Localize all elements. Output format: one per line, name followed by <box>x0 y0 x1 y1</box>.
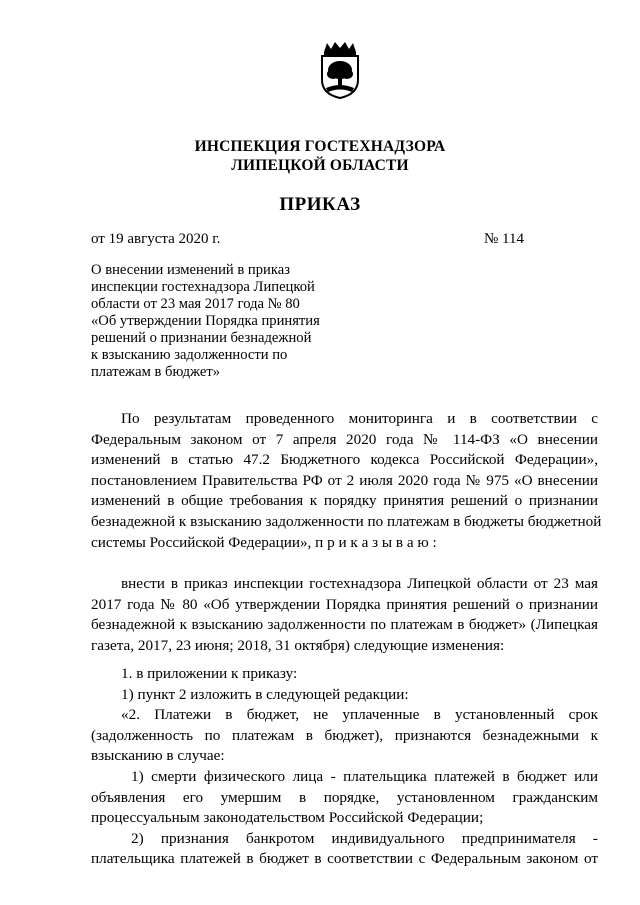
list-item: «2. Платежи в бюджет, не уплаченные в установленный срок <box>121 706 598 724</box>
list-item: 1. в приложении к приказу: <box>121 665 298 682</box>
body-line: По результатам проведенного мониторинга и в соответствии с <box>121 410 598 427</box>
document-title: ПРИКАЗ <box>279 194 361 215</box>
lipetsk-coat-of-arms-icon <box>318 40 362 100</box>
list-item: (задолженность по платежам в бюджет), признаются безнадежными к <box>91 726 598 744</box>
body-line: газета, 2017, 23 июня; 2018, 31 октября) следующие изменения: <box>91 636 505 654</box>
organization-name-line2: ЛИПЕЦКОЙ ОБЛАСТИ <box>231 157 409 174</box>
body-line: изменений в общие требования к порядку принятия решений о признании <box>91 492 598 510</box>
body-line: Федеральным законом от 7 апреля 2020 года № 114-ФЗ «О внесении <box>91 430 598 448</box>
document-number: № 114 <box>484 231 525 247</box>
list-item: взысканию в случае: <box>91 747 225 765</box>
body-line: системы Российской Федерации», п р и к а з ы в а ю : <box>91 533 437 551</box>
list-item: процессуальным законодательством Российской Федерации; <box>91 809 484 827</box>
list-item: объявления его умершим в порядке, установленном гражданским <box>91 788 598 806</box>
amendments-list <box>91 664 598 870</box>
body-line: 2017 года № 80 «Об утверждении Порядка принятия решений о признании <box>91 595 598 613</box>
body-line: постановлением Правительства РФ от 2 июля 2020 года № 975 «О внесении <box>91 471 598 489</box>
subject-line: О внесении изменений в приказ <box>91 262 290 278</box>
organization-name-line1: ИНСПЕКЦИЯ ГОСТЕХНАДЗОРА <box>194 138 446 155</box>
subject-line: области от 23 мая 2017 года № 80 <box>91 296 300 312</box>
subject-line: инспекции гостехнадзора Липецкой <box>91 279 315 295</box>
document-date: от 19 августа 2020 г. <box>91 231 221 247</box>
list-item: 1) смерти физического лица - плательщика платежей в бюджет или <box>131 767 598 785</box>
body-line: внести в приказ инспекции гостехнадзора Липецкой области от 23 мая <box>121 575 598 592</box>
list-item: 1) пункт 2 изложить в следующей редакции: <box>121 685 409 703</box>
subject-line: платежам в бюджет» <box>91 364 221 380</box>
body-line: безнадежной к взысканию задолженности по платежам в бюджеты бюджетной <box>91 512 602 530</box>
body-line: изменений в статью 47.2 Бюджетного кодекса Российской Федерации», <box>91 451 598 469</box>
preamble-paragraph <box>91 409 602 553</box>
list-item: плательщика платежей в бюджет в соответствии с Федеральным законом от <box>91 850 598 868</box>
list-item: 2) признания банкротом индивидуального предпринимателя - <box>131 829 598 847</box>
document-subject <box>91 262 381 381</box>
subject-line: «Об утверждении Порядка принятия <box>91 313 320 329</box>
subject-line: решений о признании безнадежной <box>91 330 312 346</box>
body-line: безнадежной к взысканию задолженности по платежам в бюджет» (Липецкая <box>91 616 598 634</box>
order-paragraph <box>91 574 598 656</box>
subject-line: к взысканию задолженности по <box>91 347 288 363</box>
